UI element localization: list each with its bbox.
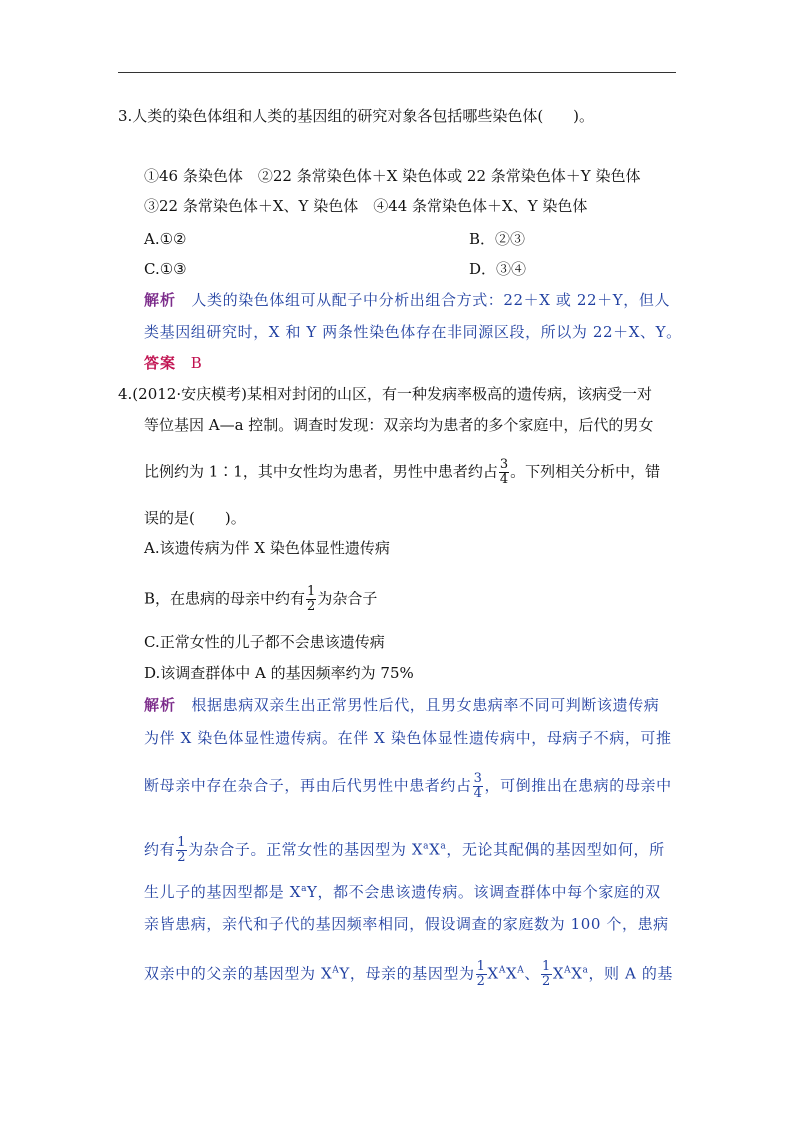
superscript: A <box>517 965 525 976</box>
q4-stem-line4: 误的是( )。 <box>144 509 246 527</box>
q4-analysis-line4 <box>144 836 665 865</box>
q3-item-line1: ①46 条染色体 ②22 条常染色体＋X 染色体或 22 条常染色体＋Y 染色体 <box>144 167 641 185</box>
frac-numerator: 1 <box>541 959 551 974</box>
q4-analysis-line3 <box>144 772 672 801</box>
superscript: a <box>440 841 447 852</box>
frac-denominator: 2 <box>541 974 551 989</box>
frac-denominator: 4 <box>499 472 509 487</box>
frac-denominator: 2 <box>476 974 486 989</box>
q4-stem-line3-a: 比例约为 1∶1，其中女性均为患者，男性中患者约占 <box>144 462 498 481</box>
q4-analysis-line7-h: ，则 A 的基 <box>588 964 674 983</box>
fraction-one-half <box>476 960 487 989</box>
fraction-one-half <box>176 836 187 865</box>
q4-stem-line3-b: 。下列相关分析中，错 <box>510 462 661 481</box>
q4-analysis-line7-c: X <box>487 964 499 983</box>
q3-option-c: C.①③ <box>144 260 187 278</box>
fraction-one-half <box>541 960 552 989</box>
q4-analysis-text1: 根据患病双亲生出正常男性后代，且男女患病率不同可判断该遗传病 <box>191 696 660 714</box>
q4-analysis-line3-a: 断母亲中存在杂合子，再由后代男性中患者约占 <box>144 776 472 795</box>
q4-analysis-line4-c: X <box>429 840 441 859</box>
frac-numerator: 1 <box>476 959 486 974</box>
q3-option-d: D．③④ <box>469 260 527 278</box>
q4-analysis-line7-b: Y，母亲的基因型为 <box>339 964 475 983</box>
superscript: a <box>423 841 430 852</box>
q4-analysis-line5-a: 生儿子的基因型都是 X <box>144 883 302 901</box>
q3-analysis-text1: 人类的染色体组可从配子中分析出组合方式：22＋X 或 22＋Y，但人 <box>191 291 671 309</box>
q4-analysis-line3-b: ，可倒推出在患病的母亲中 <box>484 776 672 795</box>
q3-option-b: B．②③ <box>469 230 526 248</box>
q4-stem-line3 <box>144 458 660 487</box>
frac-numerator: 3 <box>499 457 509 472</box>
q3-option-a: A.①② <box>144 230 187 248</box>
q4-option-b <box>144 585 377 614</box>
q4-analysis-line1 <box>144 695 659 715</box>
q4-analysis-line5 <box>144 882 661 902</box>
q4-analysis-line7-e: 、 <box>524 964 540 983</box>
fraction-three-quarters <box>499 458 509 487</box>
analysis-label: 解析 <box>144 291 177 309</box>
superscript: a <box>582 965 589 976</box>
q3-item-line2: ③22 条常染色体＋X、Y 染色体 ④44 条常染色体＋X、Y 染色体 <box>144 197 588 215</box>
fraction-three-quarters <box>473 772 484 801</box>
q4-analysis-line7-g: X <box>571 964 583 983</box>
frac-numerator: 1 <box>177 835 187 850</box>
answer-label: 答案 <box>144 354 177 372</box>
q4-analysis-line4-d: ，无论其配偶的基因型如何，所 <box>446 840 665 859</box>
q3-stem: 3.人类的染色体组和人类的基因组的研究对象各包括哪些染色体( )。 <box>118 107 595 125</box>
q4-analysis-line2: 为伴 X 染色体显性遗传病。在伴 X 染色体显性遗传病中，母病子不病，可推 <box>144 729 672 747</box>
q4-analysis-line7-a: 双亲中的父亲的基因型为 X <box>144 964 333 983</box>
frac-denominator: 2 <box>307 599 316 614</box>
header-rule <box>118 72 676 73</box>
q4-analysis-line4-b: 为杂合子。正常女性的基因型为 X <box>188 840 424 859</box>
fraction-one-half <box>306 585 316 614</box>
q3-analysis-line1 <box>144 290 670 310</box>
q4-stem-line1: 4.(2012·安庆模考)某相对封闭的山区，有一种发病率极高的遗传病，该病受一对 <box>118 385 652 403</box>
frac-numerator: 1 <box>307 584 316 599</box>
frac-denominator: 4 <box>473 786 483 801</box>
q4-option-d: D.该调查群体中 A 的基因频率约为 75% <box>144 664 414 682</box>
frac-denominator: 2 <box>177 850 187 865</box>
q4-analysis-line7-f: X <box>552 964 565 983</box>
q4-stem-line2: 等位基因 A—a 控制。调查时发现：双亲均为患者的多个家庭中，后代的男女 <box>144 416 654 434</box>
q4-option-a: A.该遗传病为伴 X 染色体显性遗传病 <box>144 539 390 557</box>
q4-option-c: C.正常女性的儿子都不会患该遗传病 <box>144 633 385 651</box>
q4-option-b-a: B，在患病的母亲中约有 <box>144 589 306 608</box>
q4-analysis-line7-d: X <box>505 964 518 983</box>
frac-numerator: 3 <box>473 771 483 786</box>
superscript: A <box>332 965 340 976</box>
analysis-label: 解析 <box>144 696 177 714</box>
answer-value: B <box>190 354 202 372</box>
superscript: A <box>498 965 506 976</box>
q4-analysis-line6: 亲皆患病，亲代和子代的基因频率相同，假设调查的家庭数为 100 个，患病 <box>144 915 669 933</box>
q3-answer <box>144 353 202 373</box>
q3-analysis-line2: 类基因组研究时，X 和 Y 两条性染色体存在非同源区段，所以为 22＋X、Y。 <box>144 323 682 341</box>
q4-analysis-line7 <box>144 960 673 989</box>
q4-analysis-line4-a: 约有 <box>144 840 176 859</box>
q4-option-b-b: 为杂合子 <box>317 589 378 608</box>
superscript: A <box>564 965 572 976</box>
superscript: a <box>301 884 308 894</box>
q4-analysis-line5-b: Y，都不会患该遗传病。该调查群体中每个家庭的双 <box>307 883 661 901</box>
